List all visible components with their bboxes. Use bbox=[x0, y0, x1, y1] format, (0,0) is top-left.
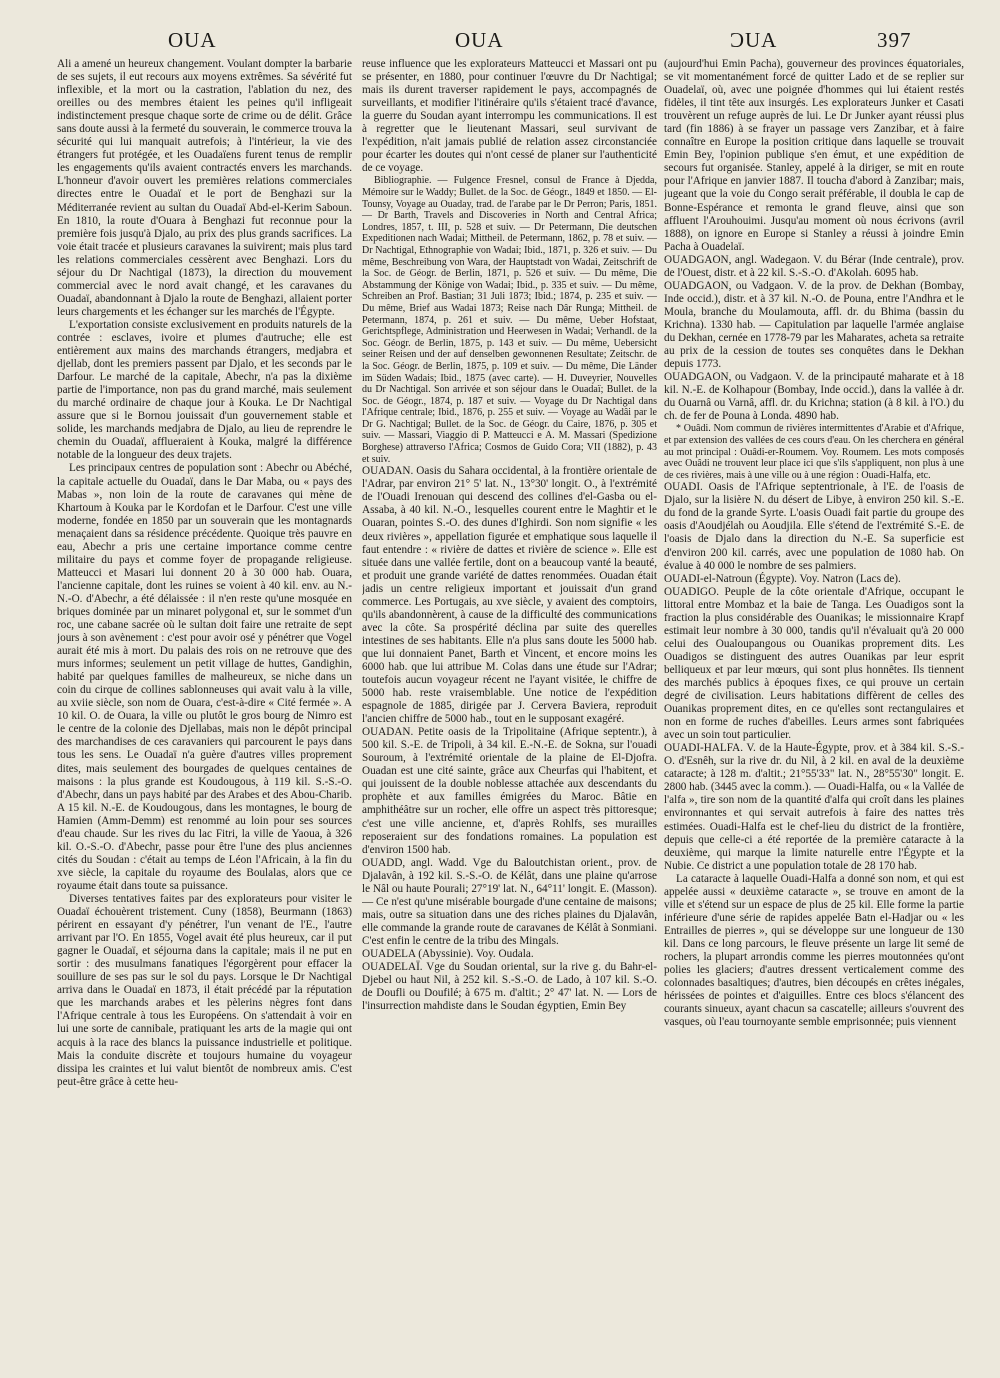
paragraph: Diverses tentatives faites par des explorateurs pour visiter le Ouadaï échouèrent tristement. Cuny (1858), Beurmann (1863) périrent en essayant d'y pénétrer, l'un venant de l'E., l'autre arrivant par l'O. En 1855, Vogel avait été plus heureux, car il put gagner le Ouadaï, et séjourna dans la capitale; mais il ne put en sortir : des musulmans fanatiques l'égorgèrent pour effacer la souillure de ses pas sur le sol du pays. Lorsque le Dr Nachtigal arriva dans le Ouadaï en 1873, il était précédé par la réputation que les marchands arabes et les pèlerins nègres font dans l'Afrique centrale à tous les Européens. On s'attendait à voir en lui une sorte de cannibale, pratiquant les arts de la magie qui ont acquis à la race des blancs la puissance industrielle et politique. Mais la conduite discrète et toujours humaine du voyageur dissipa les craintes et lui valut bientôt de nombreux amis. C'est peut-être grâce à cette heu- bbox=[57, 893, 352, 1088]
entry-ouadelai: OUADELAÏ. Vge du Soudan oriental, sur la rive g. du Bahr-el-Djebel ou haut Nil, à 252 kil. S.-S.-O. de Lado, à 107 kil. S.-O. de Doufli ou Doufilé; à 675 m. d'altit.; 2° 47' lat. N. — Lors de l'insurrection mahdiste dans le Soudan égyptien, Emin Bey bbox=[362, 961, 657, 1013]
text-column-2 bbox=[362, 58, 657, 1368]
entry-ouadgaon-3: OUADGAON, ou Vadgaon. V. de la principauté maharate et à 18 kil. N.-E. de Kolhapour (Bombay, Inde occid.), dans la vallée à dr. du Ouarnâ ou Varnâ, affl. dr. du Krichna; station (à 8 kil. à l'O.) du ch. de fer de Pouna à Londa. 4890 hab. bbox=[664, 371, 964, 423]
paragraph: reuse influence que les explorateurs Matteucci et Massari ont pu se présenter, en 1880, pour continuer l'œuvre du Dr Nachtigal; mais ils durent traverser rapidement le pays, accompagnés de surveillants, et modifier l'itinéraire qu'ils s'étaient tracé d'avance, la guerre du Soudan ayant interrompu les communications. Il est à regretter que le lieutenant Massari, seul survivant de l'expédition, n'ait jamais publié de relation assez circonstanciée pour écarter les doutes qui n'ont cessé de planer sur l'authenticité de ce voyage. bbox=[362, 58, 657, 175]
entry-ouadi-el-natroun: OUADI-el-Natroun (Égypte). Voy. Natron (Lacs de). bbox=[664, 572, 901, 585]
entry-ouadd: OUADD, angl. Wadd. Vge du Baloutchistan orient., prov. de Djalavân, à 192 kil. S.-S.-O. de Kélât, dans une plaine qu'arrose le Nâl ou haute Pourali; 27°19' lat. N., 64°11' longit. E. (Masson). — Ce n'est qu'une misérable bourgade d'une centaine de maisons; mais, outre sa situation dans une des riches plaines du Djalavân, elle commande la grande route de caravanes de Kélât à Sonmiani. C'est enfin le centre de la tribu des Mingals. bbox=[362, 856, 657, 947]
entry-ouadgaon-1: OUADGAON, angl. Wadegaon. V. du Bérar (Inde centrale), prov. de l'Ouest, distr. et à 22 kil. S.-S.-O. d'Akolah. 6095 hab. bbox=[664, 253, 964, 279]
text-column-1 bbox=[57, 58, 352, 1368]
note-ouadi: * Ouâdi. Nom commun de rivières intermittentes d'Arabie et d'Afrique, et par extension des vallées de ces cours d'eau. On les cherchera en général au mot principal : Ouâdi-er-Roumem. Voy. Roumem. Les mots composés avec Ouâdi ne trouvent leur place ici que s'ils s'appliquent, non plus à une de ces rivières, mais à une ville ou à une région : Ouadi-Halfa, etc. bbox=[664, 423, 964, 481]
entry-ouadigo: OUADIGO. Peuple de la côte orientale d'Afrique, occupant le littoral entre Mombaz et la baie de Tanga. Les Ouadigos sont la fraction la plus considérable des Ouanikas; le missionnaire Krapf estimait leur nombre à 30 000, tandis qu'il n'évaluait qu'à 20 000 celui des Oualoupangous ou Ouanikas proprement dits. Les Ouadigos se distinguent des autres Ouanikas par leur esprit belliqueux et par leur mœurs, qui sont plus honnêtes. Ils tiennent des marchés publics à époques fixes, ce qui prouve un certain degré de civilisation. Leurs habitations diffèrent de celles des Ouanikas proprement dites, en ce qu'elles sont rectangulaires et non en forme de ruches d'abeilles. Leurs armes sont fabriquées avec un soin tout particulier. bbox=[664, 585, 964, 742]
entry-ouadan-2: OUADAN. Petite oasis de la Tripolitaine (Afrique septentr.), à 500 kil. S.-E. de Tripoli, à 34 kil. E.-N.-E. de Sokna, sur l'ouadi Souroum, à l'extrémité orientale de la plaine de El-Djofra. Ouadan est une cité sainte, grâce aux Cheurfas qui l'habitent, et qui jouissent de la double noblesse attachée aux descendants du prophète et aux familles émigrées du Maroc. Bâtie en amphithéâtre sur un rocher, elle offre un aspect très pittoresque; c'est une ville ancienne, et, d'après Rohlfs, ses murailles reposeraient sur des fondations romaines. La population est d'environ 1500 hab. bbox=[362, 726, 657, 856]
entry-ouadan-1: OUADAN. Oasis du Sahara occidental, à la frontière orientale de l'Adrar, par environ 21° 5' lat. N., 13°30' longit. O., à l'extrémité de l'Ouadi Irenouan qui descend des collines d'el-Gasba ou el-Assaba, à 40 kil. N.-O., lesquelles courent entre le Maghtir et le Ouaran, pointes S.-O. des dunes d'Ighirdi. Son nom signifie « les deux rivières », appellation figurée et emphatique sous laquelle il faut entendre : « rivière de dattes et rivière de science ». Elle est située dans une vallée fertile, dont on a beaucoup vanté la beauté, et produit une grande variété de dattes renommées. Ouadan était jadis un centre religieux important et jouissait d'un grand commerce. Les Portugais, au xve siècle, y avaient des comptoirs, qu'ils abandonnèrent, à cause de la difficulté des communications avec la côte. Sa prospérité déclina par suite des querelles intestines de ses habitants. Elle n'a plus sans doute les 5000 hab. que lui donnaient Panet, Barth et Vincent, et encore moins les 6000 hab. que lui attribue M. Colas dans une étude sur l'Adrar; toutefois aucun voyageur récent ne l'ayant visitée, le chiffre de 5000 hab. reste vraisemblable. Une notice de l'expédition espagnole de 1885, dirigée par J. Cervera Baviera, reproduit l'ancien chiffre de 5000 hab., tout en le supposant exagéré. bbox=[362, 465, 657, 726]
running-head-center: OUA bbox=[455, 28, 504, 52]
entry-ouadela: OUADELA (Abyssinie). Voy. Oudala. bbox=[362, 948, 534, 960]
entry-ouadi-halfa: OUADI-HALFA. V. de la Haute-Égypte, prov. et à 384 kil. S.-S.-O. d'Esnêh, sur la rive dr. du Nil, à 2 kil. en aval de la deuxième cataracte; à 128 m. d'altit.; 21°55'33" lat. N., 28°55'30" longit. E. 2800 hab. (3445 avec la comm.). — Ouadi-Halfa, ou « la Vallée de l'alfa », tire son nom de la quantité d'alfa qui croît dans les plaines environnantes et qui servait autrefois à faire des nattes très estimées. Ouadi-Halfa est le chef-lieu du district de la frontière, depuis que celle-ci a été reportée de la première cataracte à la deuxième, qui marque la limite naturelle entre l'Égypte et la Nubie. Ce district a une population totale de 28 170 hab. bbox=[664, 742, 964, 872]
page-number: 397 bbox=[877, 28, 912, 52]
paragraph: L'exportation consiste exclusivement en produits naturels de la contrée : esclaves, ivoire et plumes d'autruche; elle est entièrement aux mains des marchands étrangers, medjabra et djellab, dont les premiers passent par Djalo, et les seconds par le Darfour. Le marché de la capitale, Abechr, n'a pas la dixième partie de l'importance, non pas du grand marché, mais seulement du marché ordinaire de chaque jour à Kouka. Le Dr Nachtigal assure que si le Bornou jouissait d'un gouvernement stable et solide, les marchands medjabra de Djalo, au lieu de reprendre le chemin du Ouadaï, afflueraient à Kouka, malgré la différence notable de la longueur des deux trajets. bbox=[57, 318, 352, 462]
paragraph: La cataracte à laquelle Ouadi-Halfa a donné son nom, et qui est appelée aussi « deuxième cataracte », se trouve en amont de la ville et s'étend sur un espace de plus de 25 kil. Elle forme la partie inférieure d'une série de rapides appelée Batn el-Hadjar ou « les Entrailles de pierres », qui se développe sur une longueur de 130 kil. Dans ce long parcours, le fleuve présente un large lit semé de rochers, la plupart arrondis comme les pierres moutonnées qu'ont polies les glaciers; d'autres dressent verticalement comme des colonnades basaltiques; d'autres, bien découpés en crêtes inégales, hérissées de pointes et d'aiguilles. Entre ces blocs s'élancent des courants sinueux, ayant chacun sa cascatelle; ailleurs s'ouvrent des vasques, où l'eau tournoyante semble emprisonnée; puis viennent bbox=[664, 872, 964, 1029]
paragraph: Les principaux centres de population sont : Abechr ou Abéché, la capitale actuelle du Ouadaï, dans le Dar Maba, ou « pays des Mabas », non loin de la route de caravanes qui mène de Khartoum à Kouka par le Kordofan et le Darfour. C'est une ville moderne, fondée en 1850 par un souverain que les montagnards menaçaient dans sa résidence précédente. Quoique très pauvre en eau, Abechr a pris une certaine importance comme centre militaire du pays et comme foyer de propagande religieuse. Matteucci et Masari lui donnent 20 à 30 000 hab. Ouara, l'ancienne capitale, dont les ruines se voient à 40 kil. env. au N.-N.-O. d'Abechr, a été délaissée : il n'en reste qu'une mosquée en briques dominée par un minaret polygonal et, sur le sommet d'un roc, une cabane sacrée où le sultan doit faire une retraite de sept jours à son avènement : c'est pour avoir osé y pénétrer que Vogel aurait été mis à mort. Du palais des rois on ne retrouve que des murs informes; seulement un petit village de huttes, Gandighin, habité par quelques familles de malheureux, se niche dans un coin du cirque de collines sablonneuses qui avait valu à la ville, au xviie siècle, son nom de Ouara, c'est-à-dire « Cité fermée ». A 10 kil. O. de Ouara, la ville ou plutôt le gros bourg de Nimro est le centre de la colonie des Djellabas, mais non le dépôt principal des marchandises de ces caravaniers qui parcourent le pays dans tous les sens. Le Ouadaï n'a guère d'autres villes proprement dites, mais seulement des bourgades de quelques centaines de maisons : la plus grande est Koudougous, à 119 kil. S.-S.-O. d'Abechr, dans un pays habité par des Arabes et des Abou-Charib. A 15 kil. N.-E. de Koudougous, dans les montagnes, le bourg de Hamien (Amm-Demm) est renommé au loin pour ses sources d'eau chaude. Sur les rives du lac Fitri, la ville de Yaoua, à 326 kil. O.-S.-O. d'Abechr, passe pour être l'une des plus anciennes cités du Soudan : c'était au temps de Léon l'Africain, à la fin du xve siècle, la capitale du royaume des Boulalas, alors que ce royaume était dans toute sa puissance. bbox=[57, 462, 352, 892]
text-column-3 bbox=[664, 58, 964, 1368]
bibliography: Bibliographie. — Fulgence Fresnel, consul de France à Djedda, Mémoire sur le Waddy; Bullet. de la Soc. de Géogr., 1849 et 1850. — El-Tounsy, Voyage au Ouaday, trad. de l'arabe par le Dr Perron; Paris, 1851. — Dr Barth, Travels and Discoveries in North and Central Africa; Londres, 1857, t. III, p. 528 et suiv. — Dr Petermann, Die deutschen Expeditionen nach Wadai; Mittheil. de Petermann, 1862, p. 78 et suiv. — Dr Nachtigal, Ethnographie von Wadai; Ibid., 1871, p. 326 et suiv. — Du même, Beschreibung von Wara, der Hauptstadt von Wadai, Zeitschrift de la Soc. de Géogr. de Berlin, 1871, p. 526 et suiv. — Du même, Die Abstammung der Könige von Wadai; Ibid., p. 335 et suiv. — Du même, Schreiben an Prof. Bastian; 31 Juli 1873; Ibid.; 1874, p. 235 et suiv. — Du même, Brief aus Wadai 1873; Reise nach Dâr Runga; Mittheil. de Petermann, 1874, p. 261 et suiv. — Du même, Ueber Hofstaat, Gerichtspflege, Administration und Heerwesen in Wadai; Verhandl. de la Soc. Géogr. de Berlin, 1875, p. 143 et suiv. — Du même, Uebersicht seiner Reisen und der auf denselben gewonnenen Resultate; Zeitschr. de la Soc. Géogr. de Berlin, 1875, p. 109 et suiv. — Du même, Die Länder im Süden Wadais; Ibid., 1875 (avec carte). — H. Duveyrier, Nouvelles du Dr Nachtigal. Son arrivée et son séjour dans le Ouadaï; Bullet. de la Soc. de Géogr., 1874, p. 187 et suiv. — Voyage du Dr Nachtigal dans l'Afrique centrale; Ibid., 1876, p. 255 et suiv. — Voyage au Wadâi par le Dr G. Nachtigal; Bullet. de la Soc. de Géogr. du Caire, 1876, p. 305 et suiv. — Massari, Viaggio di P. Matteucci e A. M. Massari (Spedizione Borghese) attraverso l'Africa; Cosmos de Guido Cora; VII (1882), p. 43 et suiv. bbox=[362, 175, 657, 465]
running-head-right: ƆUA bbox=[730, 28, 778, 52]
running-head-left: OUA bbox=[168, 28, 217, 52]
entry-ouadi: OUADI. Oasis de l'Afrique septentrionale, à l'E. de l'oasis de Djalo, sur la lisière N. du désert de Libye, à environ 250 kil. S.-E. du fond de la grande Syrte. L'oasis Ouadi fait partie du groupe des oasis d'Aoudjélah ou Aoudjila. Elle s'étend de l'extrémité S.-E. de l'oasis de Djalo dans la direction du N.-E. Sa superficie est d'environ 200 kil. carrés, avec une population de 1080 hab. On évalue à 40 000 le nombre de ses palmiers. bbox=[664, 481, 964, 572]
paragraph: Ali a amené un heureux changement. Voulant dompter la barbarie de ses sujets, il eut recours aux moyens extrêmes. Sa sévérité fut inflexible, et la mort ou la castration, l'ablation du nez, des oreilles ou des membres étaient les peines qu'il infligeait indistinctement presque chaque sorte de crime ou de délit. Grâce sans doute aussi à la fermeté du souverain, le commerce trouva la sécurité qui lui manquait autrefois; à l'intérieur, la vie des étrangers fut protégée, et les Ouadaïens furent tenus de remplir les engagements qu'ils avaient contractés envers les marchands. L'honneur d'avoir ouvert les premières relations commerciales directes entre le Ouadaï et le port de Benghazi sur la Méditerranée revient au sultan du Ouadaï Abd-el-Kerim Saboun. En 1810, la route d'Ouara à Benghazi fut reconnue pour la première fois jusqu'à Djalo, au prix des plus grands sacrifices. La voie était tracée et plusieurs caravanes la suivirent; mais plus tard les relations commerciales cessèrent avec Benghazi. Lors du séjour du Dr Nachtigal (1873), la direction du mouvement commercial avec le nord avait changé, et les caravanes du Ouadaï, abandonnant à Djalo la route de Benghazi, allaient porter leurs chargements et les échanger sur les marchés de l'Égypte. bbox=[57, 58, 352, 318]
paragraph: (aujourd'hui Emin Pacha), gouverneur des provinces équatoriales, se vit momentanément forcé de quitter Lado et de se replier sur Ouadelaï, où, avec une poignée d'hommes qui lui étaient restés fidèles, il tint tête aux insurgés. Les explorateurs Junker et Casati trouvèrent un refuge auprès de lui. Le Dr Junker ayant réussi plus tard (fin 1886) à se frayer un passage vers Zanzibar, et à faire connaître en Europe la position critique dans laquelle se trouvait Emin Bey, l'opinion publique s'en émut, et une expédition de secours fut organisée. Stanley, appelé à la diriger, se mit en route pour l'Afrique en janvier 1887. Il toucha d'abord à Zanzibar; mais, jugeant que la voie du Congo serait préférable, il doubla le cap de Bonne-Espérance et remonta le grand fleuve, ainsi que son affluent l'Arouhouimi. Jusqu'au moment où nous écrivons (avril 1888), on ignore en Europe si Stanley a réussi à joindre Emin Pacha à Ouadelaï. bbox=[664, 58, 964, 253]
entry-ouadgaon-2: OUADGAON, ou Vadgaon. V. de la prov. de Dekhan (Bombay, Inde occid.), distr. et à 37 kil. N.-O. de Pouna, entre l'Andhra et le Moula, branche du Moulamouta, affl. dr. du Bhima (bassin du Krichna). 1330 hab. — Capitulation par laquelle l'armée anglaise du Dekhan, cernée en 1778-79 par les Maharates, acheta sa retraite au prix de la cession de toutes ses conquêtes dans le Dekhan depuis 1773. bbox=[664, 279, 964, 371]
